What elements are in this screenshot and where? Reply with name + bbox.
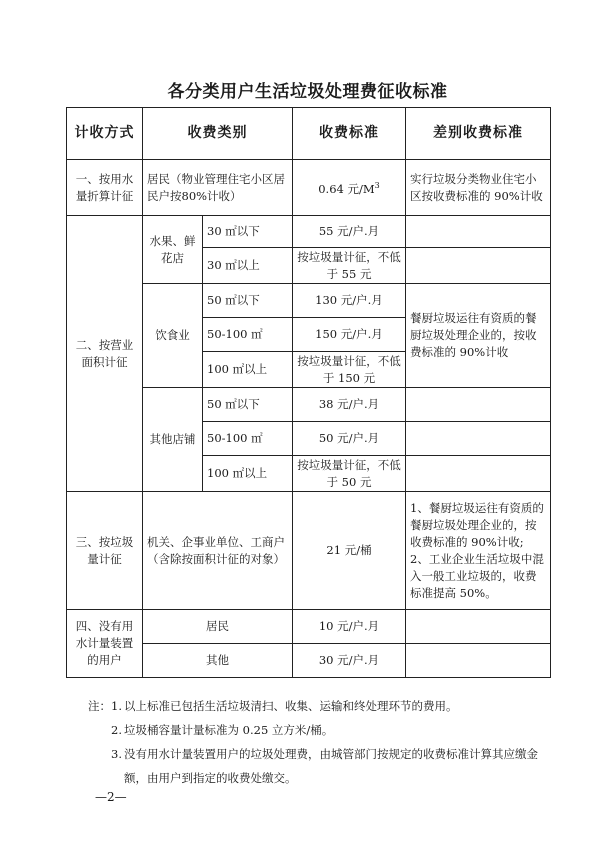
- header-method: 计收方式: [67, 108, 143, 160]
- resident-category: 居民（物业管理住宅小区居民户按80%计收）: [143, 160, 293, 216]
- food-tier-2: 50-100 ㎡: [203, 318, 293, 352]
- table-row: [67, 610, 551, 644]
- table-header-row: [67, 108, 551, 160]
- org-category: 机关、企事业单位、工商户（含除按面积计征的对象）: [143, 492, 293, 610]
- food-std-3: 按垃圾量计征，不低于 150 元: [293, 352, 406, 388]
- resident-diff: 实行垃圾分类物业住宅小区按收费标准的 90%计收: [406, 160, 551, 216]
- note-item-1: [86, 694, 546, 718]
- no-meter-diff-2: [406, 644, 551, 678]
- food-diff: 餐厨垃圾运往有资质的餐厨垃圾处理企业的，按收费标准的 90%计收: [406, 284, 551, 388]
- note-item-2: [86, 718, 546, 742]
- fee-table: [66, 107, 551, 678]
- food-std-2: 150 元/户.月: [293, 318, 406, 352]
- note-item-3: [86, 742, 546, 790]
- page-title: 各分类用户生活垃圾处理费征收标准: [167, 82, 448, 102]
- fruit-diff-1: [406, 216, 551, 248]
- table-row: [67, 160, 551, 216]
- other-std-1: 38 元/户.月: [293, 388, 406, 422]
- org-diff: [406, 492, 551, 610]
- other-tier-2: 50-100 ㎡: [203, 422, 293, 456]
- resident-standard-sup: 3: [374, 181, 380, 191]
- no-meter-std-1: 10 元/户.月: [293, 610, 406, 644]
- fruit-std-1: 55 元/户.月: [293, 216, 406, 248]
- note-num-3: 3.: [111, 747, 122, 761]
- org-diff-item-2: 2、工业企业生活垃圾中混入一般工业垃圾的，收费标准提高 50%。: [410, 551, 544, 600]
- other-diff-3: [406, 456, 551, 492]
- method-area: 二、按营业面积计征: [67, 216, 143, 492]
- food-category: 饮食业: [143, 284, 203, 388]
- header-standard: 收费标准: [293, 108, 406, 160]
- fruit-category: 水果、鲜花店: [143, 216, 203, 284]
- note-num-2: 2.: [111, 723, 122, 737]
- notes: [86, 694, 546, 790]
- fruit-tier-2: 30 ㎡以上: [203, 248, 293, 284]
- fruit-diff-2: [406, 248, 551, 284]
- method-water: 一、按用水量折算计征: [67, 160, 143, 216]
- header-diff-standard: 差别收费标准: [406, 108, 551, 160]
- other-diff-1: [406, 388, 551, 422]
- fruit-tier-1: 30 ㎡以下: [203, 216, 293, 248]
- header-category: 收费类别: [143, 108, 293, 160]
- org-standard: 21 元/桶: [293, 492, 406, 610]
- other-tier-1: 50 ㎡以下: [203, 388, 293, 422]
- resident-standard: [293, 160, 406, 216]
- no-meter-cat-2: 其他: [143, 644, 293, 678]
- method-no-meter: 四、没有用水计量装置的用户: [67, 610, 143, 678]
- table-row: [67, 492, 551, 610]
- other-category: 其他店铺: [143, 388, 203, 492]
- other-tier-3: 100 ㎡以上: [203, 456, 293, 492]
- other-std-3: 按垃圾量计征，不低于 50 元: [293, 456, 406, 492]
- note-text-1: 以上标准已包括生活垃圾清扫、收集、运输和终处理环节的费用。: [124, 699, 458, 713]
- page-number: —2—: [95, 790, 127, 804]
- note-text-2: 垃圾桶容量计量标准为 0.25 立方米/桶。: [124, 723, 334, 737]
- no-meter-std-2: 30 元/户.月: [293, 644, 406, 678]
- note-text-3: 没有用水计量装置用户的垃圾处理费，由城管部门按规定的收费标准计算其应缴金额，由用户到指定的收费处缴交。: [124, 747, 538, 785]
- org-diff-item-1: 1、餐厨垃圾运往有资质的餐厨垃圾处理企业的，按收费标准的 90%计收;: [410, 500, 544, 549]
- no-meter-cat-1: 居民: [143, 610, 293, 644]
- resident-standard-value: 0.64 元/M: [318, 181, 375, 196]
- fruit-std-2: 按垃圾量计征，不低于 55 元: [293, 248, 406, 284]
- table-row: [67, 216, 551, 248]
- method-volume: 三、按垃圾量计征: [67, 492, 143, 610]
- food-tier-1: 50 ㎡以下: [203, 284, 293, 318]
- note-prefix: 注：1.: [88, 699, 122, 713]
- food-tier-3: 100 ㎡以上: [203, 352, 293, 388]
- other-std-2: 50 元/户.月: [293, 422, 406, 456]
- food-std-1: 130 元/户.月: [293, 284, 406, 318]
- no-meter-diff-1: [406, 610, 551, 644]
- other-diff-2: [406, 422, 551, 456]
